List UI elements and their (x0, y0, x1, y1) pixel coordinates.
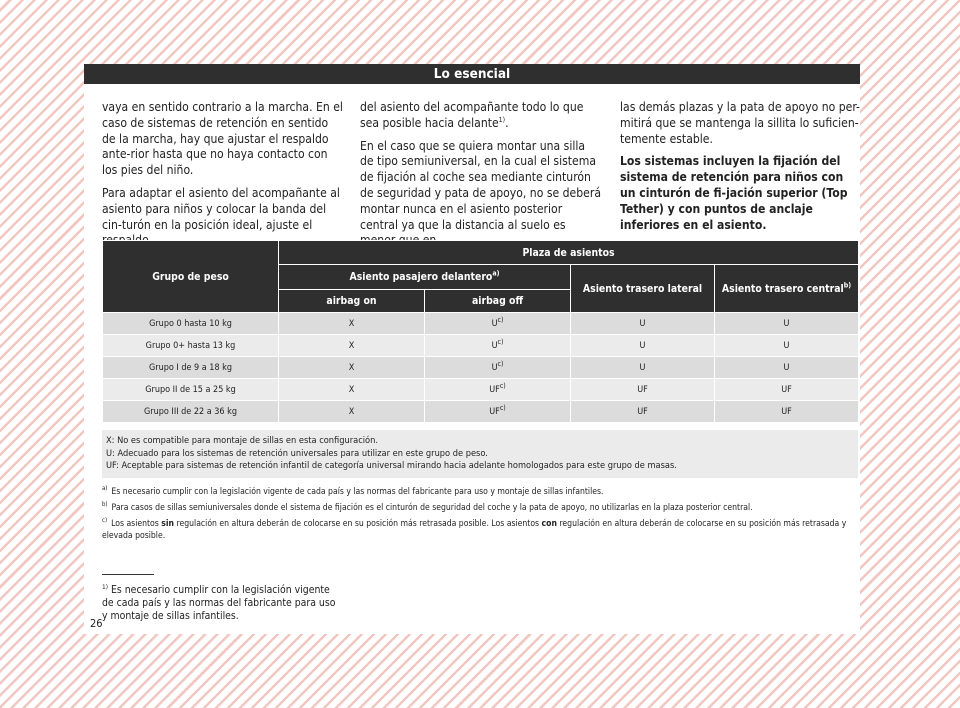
rear-side-cell: UF (571, 401, 715, 423)
airbag-on-header: airbag on (279, 290, 425, 313)
airbag-off-cell (425, 379, 571, 401)
rear-side-header: Asiento trasero lateral (571, 265, 715, 313)
airbag-on-cell: X (279, 335, 425, 357)
note-mark: b) (102, 501, 108, 509)
table-row (103, 357, 859, 379)
note-text-bold: sin (161, 519, 175, 529)
paragraph-bold: Los sistemas incluyen la fijación del sistema de retención para niños con un cinturón de fi-jación superior (Top Tether) y con puntos de anclaje inferiores en el asiento. (620, 154, 848, 232)
rear-side-cell: U (571, 357, 715, 379)
note-mark: c) (102, 517, 108, 525)
paragraph (360, 100, 602, 132)
note-ref: c) (499, 403, 506, 412)
note-b (102, 502, 854, 514)
paragraph: vaya en sentido contrario a la marcha. En el caso de sistemas de retención en sentido de la marcha, hay que ajustar el respaldo ante-rior hasta que no haya contacto con los pies del niño. (102, 100, 343, 178)
cell-value: UF (489, 406, 500, 417)
rear-side-cell: U (571, 313, 715, 335)
note-ref: c) (499, 381, 506, 390)
airbag-off-cell (425, 313, 571, 335)
weight-group-cell: Grupo 0 hasta 10 kg (103, 313, 279, 335)
airbag-on-cell: X (279, 313, 425, 335)
rear-center-cell: U (715, 357, 859, 379)
front-passenger-header (279, 265, 571, 290)
text-column-2 (360, 100, 602, 256)
cell-value: UF (489, 384, 500, 395)
table-row (103, 335, 859, 357)
footnote-mark: 1) (102, 582, 109, 591)
note-text: Es necesario cumplir con la legislación vigente de cada país y las normas del fabricante para uso y montaje de sillas infantiles. (111, 487, 604, 497)
text-column-1 (102, 100, 344, 256)
note-a (102, 486, 854, 498)
airbag-off-cell (425, 401, 571, 423)
table-row (103, 313, 859, 335)
table-row (103, 401, 859, 423)
page-footnote (102, 584, 342, 623)
seat-compatibility-table (102, 240, 859, 423)
footnote-ref: 1) (498, 115, 506, 124)
note-text-bold: con (541, 519, 557, 529)
legend-line: X: No es compatible para montaje de sillas en esta configuración. (106, 435, 378, 446)
paragraph: las demás plazas y la pata de apoyo no per-mitirá que se mantenga la sillita lo suficien-temente estable. (620, 100, 860, 146)
footnote-text: Es necesario cumplir con la legislación vigente de cada país y las normas del fabricante para uso y montaje de sillas infantiles. (102, 584, 336, 622)
table-notes (102, 486, 854, 546)
rear-side-cell: UF (571, 379, 715, 401)
weight-group-cell: Grupo I de 9 a 18 kg (103, 357, 279, 379)
text-column-3 (620, 100, 862, 240)
airbag-on-cell: X (279, 401, 425, 423)
airbag-off-cell (425, 357, 571, 379)
weight-group-header: Grupo de peso (103, 241, 279, 313)
legend-line: U: Adecuado para los sistemas de retención universales para utilizar en este grupo de peso. (106, 447, 488, 459)
paragraph-end: . (505, 115, 509, 130)
airbag-on-cell: X (279, 357, 425, 379)
page-number: 26 (90, 617, 103, 630)
airbag-off-cell (425, 335, 571, 357)
note-ref: c) (497, 359, 504, 368)
paragraph: Para adaptar el asiento del acompañante al asiento para niños y colocar la banda del cin-turón en la posición ideal, ajuste el (102, 185, 340, 232)
legend-line: UF: Aceptable para sistemas de retención infantil de categoría universal mirando hacia adelante homologados para este grupo de masas. (106, 460, 677, 471)
paragraph: En el caso que se quiera montar una silla de tipo semiuniversal, en la cual el sistema de fijación al coche sea mediante cinturón de seguridad y pata de apoyo, no se deberá montar nunca en el asiento posterior central ya que la distancia al suelo es (360, 138, 601, 232)
table-row (103, 379, 859, 401)
note-text: regulación en altura deberán de colocarse en su posición más retrasada posible. Los asientos (174, 519, 542, 529)
note-text: Los asientos (111, 519, 162, 529)
rear-side-cell: U (571, 335, 715, 357)
paragraph-text: del asiento del acompañante todo lo que sea posible hacia delante (360, 100, 584, 130)
weight-group-cell: Grupo 0+ hasta 13 kg (103, 335, 279, 357)
weight-group-cell: Grupo III de 22 a 36 kg (103, 401, 279, 423)
front-passenger-label: Asiento pasajero delantero (349, 271, 493, 283)
rear-center-label: Asiento trasero central (721, 282, 844, 295)
airbag-on-cell: X (279, 379, 425, 401)
note-ref: c) (497, 315, 504, 324)
section-header: Lo esencial (84, 64, 860, 84)
note-ref: a) (492, 269, 500, 278)
seat-positions-header: Plaza de asientos (279, 241, 859, 265)
rear-center-cell: UF (715, 401, 859, 423)
note-ref: b) (843, 281, 852, 290)
note-text: regulación en altura deberán de colocarse en su posición más retrasada y elevada posible. (102, 519, 847, 541)
note-c (102, 518, 854, 542)
airbag-off-header: airbag off (425, 290, 571, 313)
footnote-divider (102, 574, 154, 575)
rear-center-cell: UF (715, 379, 859, 401)
cell-value: U (491, 340, 498, 351)
note-text: Para casos de sillas semiuniversales donde el sistema de fijación es el cinturón de seguridad del coche y la pata de apoyo, no utilizarlas en la plaza posterior central. (111, 503, 753, 513)
note-ref: c) (497, 337, 504, 346)
note-mark: a) (102, 485, 108, 493)
rear-center-header (715, 265, 859, 313)
table-legend (102, 430, 858, 478)
weight-group-cell: Grupo II de 15 a 25 kg (103, 379, 279, 401)
rear-center-cell: U (715, 313, 859, 335)
cell-value: U (491, 362, 498, 373)
rear-center-cell: U (715, 335, 859, 357)
cell-value: U (491, 318, 498, 329)
